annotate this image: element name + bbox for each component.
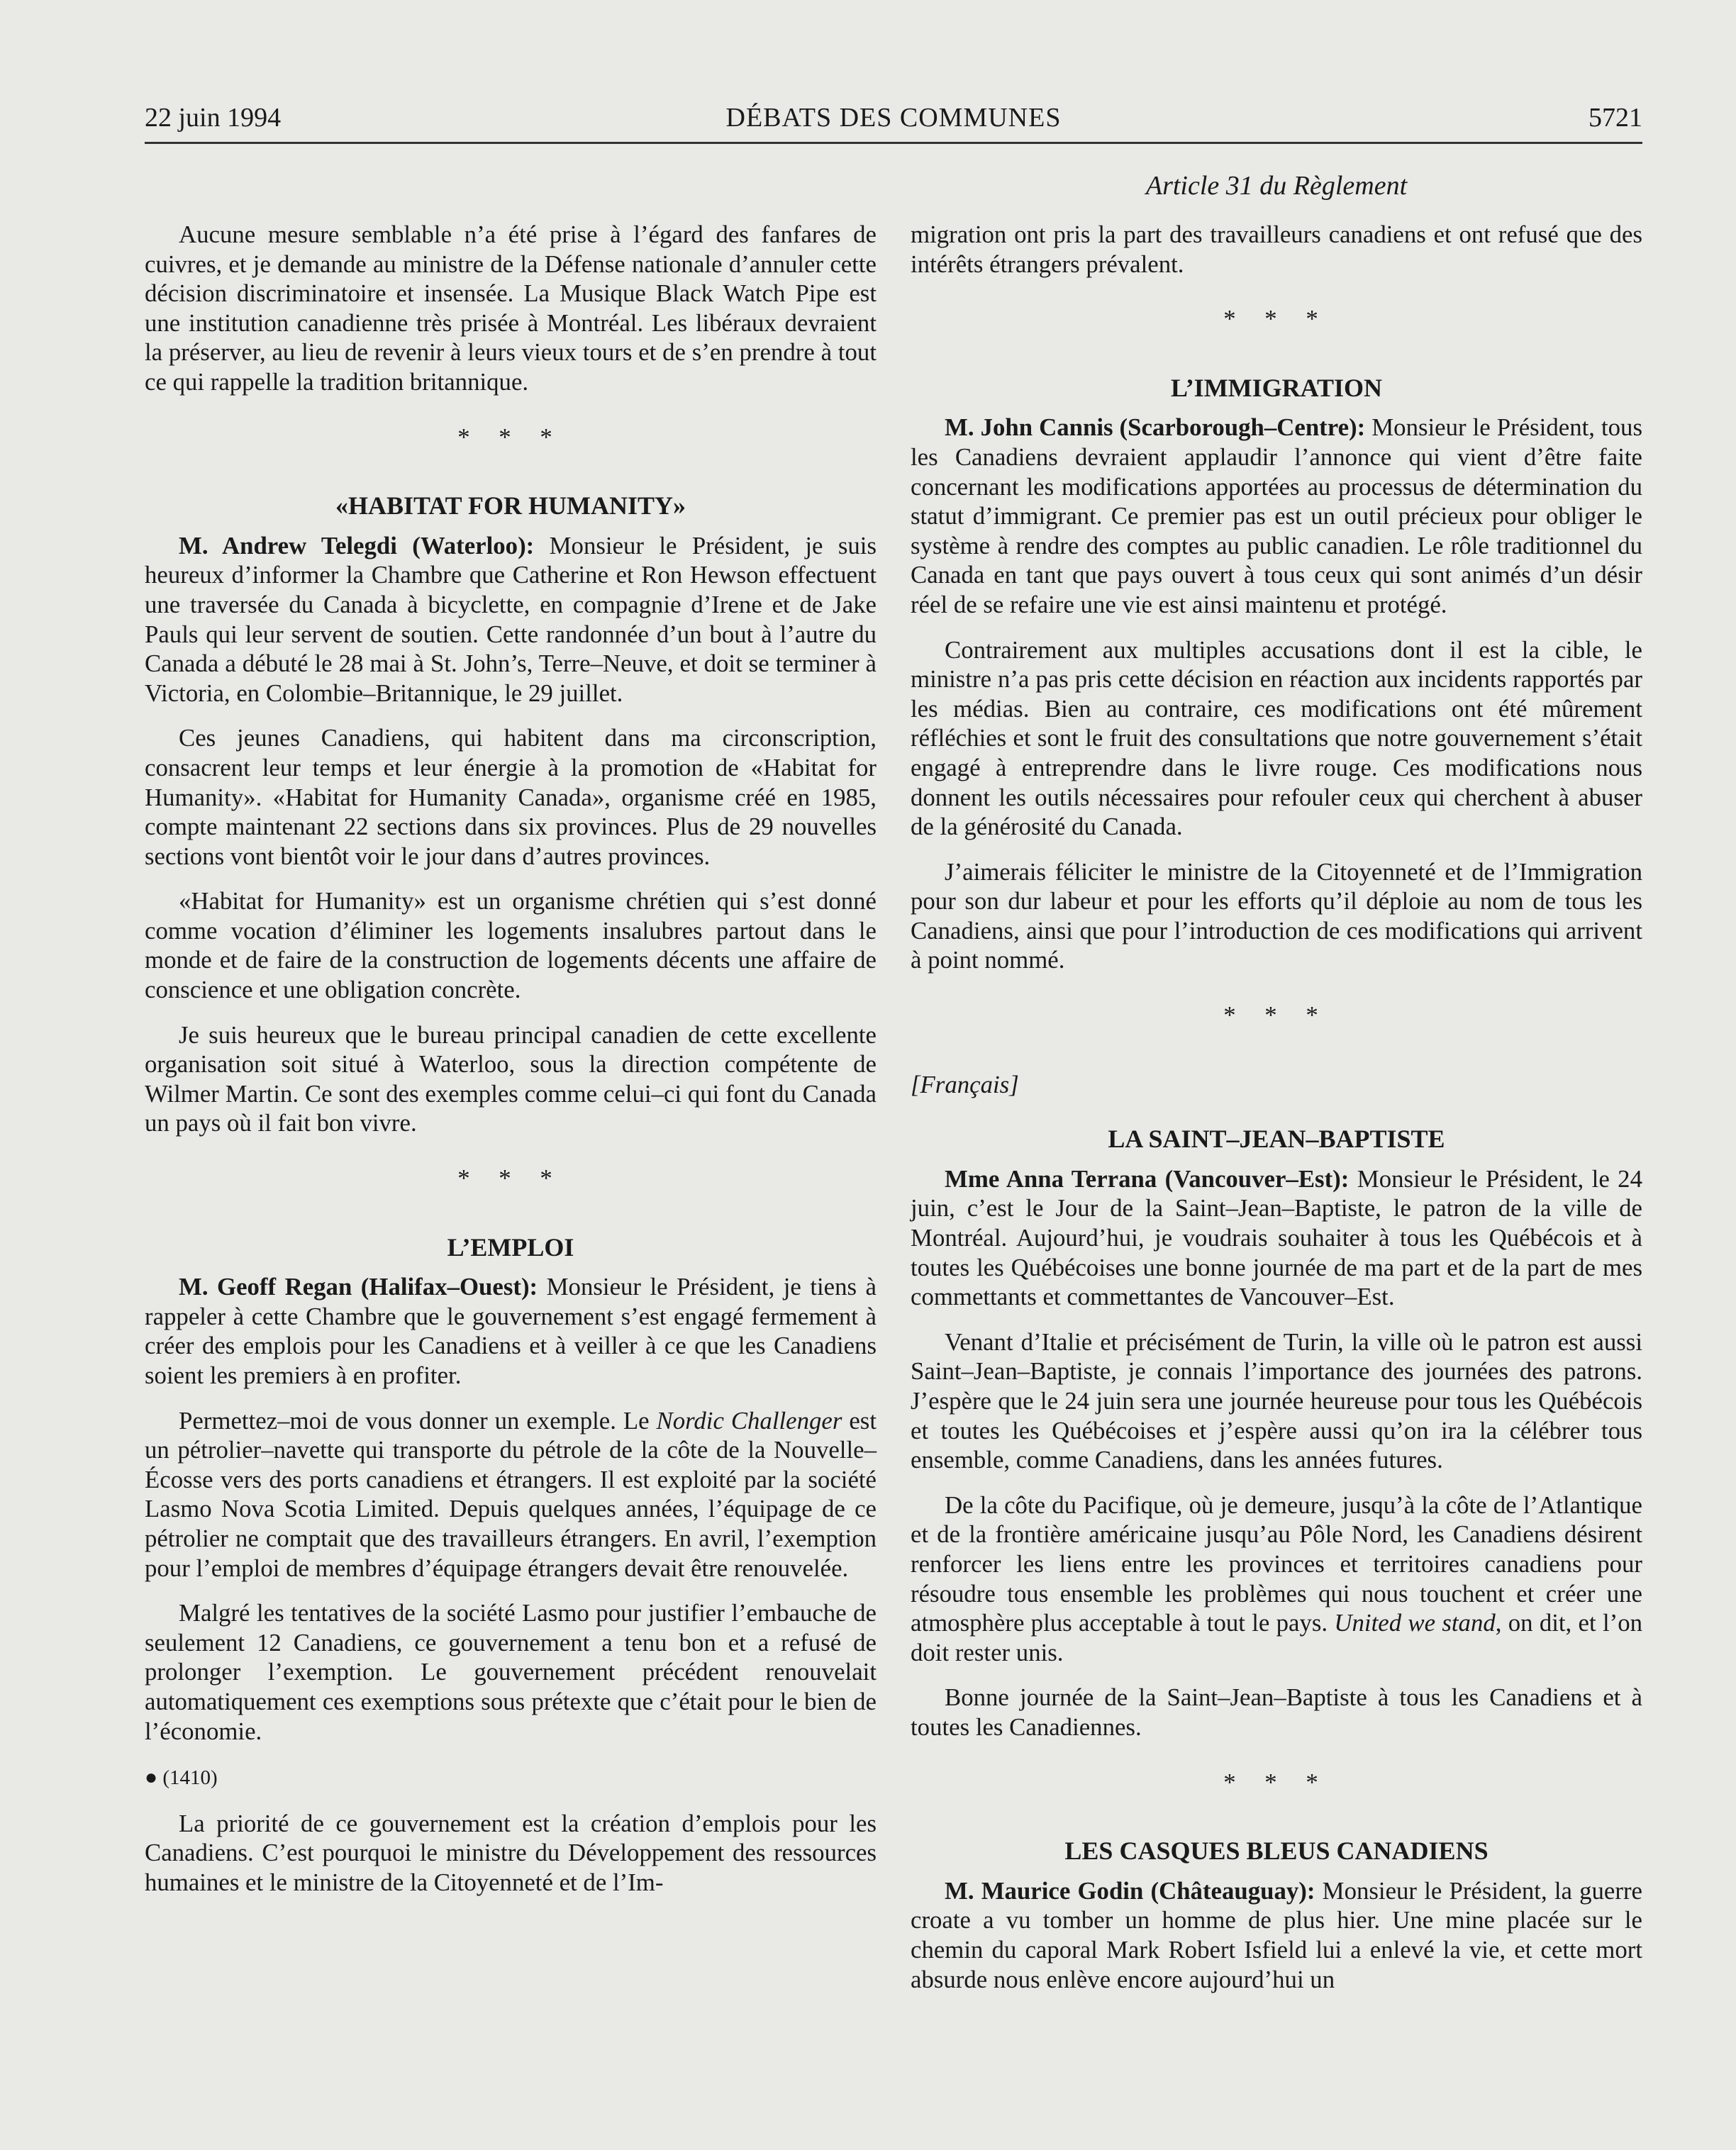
right-column	[911, 220, 1642, 2010]
section-heading-habitat: «HABITAT FOR HUMANITY»	[335, 491, 686, 520]
language-marker: [Français]	[911, 1070, 1019, 1098]
speaker-name: M. Maurice Godin (Châteauguay):	[945, 1876, 1315, 1905]
paragraph: Bonne journée de la Saint–Jean–Baptiste à tous les Canadiens et à toutes les Canadiennes.	[911, 1683, 1642, 1741]
paragraph: La priorité de ce gouvernement est la création d’emplois pour les Canadiens. C’est pourquoi le ministre du Développement des ressources humaines et le ministre de la Citoyenneté et de l’Im-	[145, 1809, 877, 1896]
paragraph: Je suis heureux que le bureau principal canadien de cette excellente organisation soit situé à Waterloo, sous la direction compétente de Wilmer Martin. Ce sont des exemples comme celui–ci qui font du Canada un pays où il fait bon vivre.	[145, 1020, 877, 1137]
standing-order-note: Article 31 du Règlement	[1145, 171, 1408, 201]
ship-name: Nordic Challenger	[656, 1406, 842, 1435]
page-number: 5721	[1588, 103, 1642, 133]
paragraph: Venant d’Italie et précisément de Turin, la ville où le patron est aussi Saint–Jean–Baptiste, je connais l’importance des journées des patrons. J’espère que le 24 juin sera une journée heureuse pour tous les Québécois et toutes les Québécoises et j’espère aussi qu’on ira la célébrer tous ensemble, comme Canadiens, dans les années futures.	[911, 1327, 1642, 1474]
speaker-name: Mme Anna Terrana (Vancouver–Est):	[945, 1164, 1350, 1193]
section-separator: * * *	[457, 423, 564, 451]
paragraph: Ces jeunes Canadiens, qui habitent dans ma circonscription, consacrent leur temps et leur énergie à la promotion de «Habitat for Humanity». «Habitat for Humanity Canada», organisme créé en 1985, compte maintenant 22 sections dans six provinces. Plus de 29 nouvelles sections vont bientôt voir le jour dans d’autres provinces.	[145, 724, 877, 870]
paragraph: «Habitat for Humanity» est un organisme chrétien qui s’est donné comme vocation d’éliminer les logements insalubres partout dans le monde et de faire de la construction de logements décents une affaire de conscience et une obligation concrète.	[145, 887, 877, 1004]
paragraph: Malgré les tentatives de la société Lasmo pour justifier l’embauche de seulement 12 Canadiens, ce gouvernement a tenu bon et a refusé de prolonger l’exemption. Le gouvernement précédent renouvelait automatiquement ces exemptions sous prétexte que c’était pour le bien de l’économie.	[145, 1599, 877, 1745]
section-separator: * * *	[1223, 305, 1330, 333]
speaker-name: M. Geoff Regan (Halifax–Ouest):	[179, 1273, 538, 1301]
section-heading-stjean: LA SAINT–JEAN–BAPTISTE	[1108, 1125, 1445, 1154]
section-separator: * * *	[1223, 1768, 1330, 1796]
running-head	[145, 99, 1642, 144]
paragraph: Aucune mesure semblable n’a été prise à l’égard des fanfares de cuivres, et je demande au ministre de la Défense nationale d’annuler cette décision discriminatoire et insensée. La Musique Black Watch Pipe est une institution canadienne très prisée à Montréal. Les libéraux devraient la préserver, au lieu de revenir à leurs vieux tours et de s’en prendre à tout ce qui rappelle la tradition britannique.	[145, 221, 877, 396]
header-title: DÉBATS DES COMMUNES	[725, 103, 1062, 133]
timestamp: ● (1410)	[145, 1766, 218, 1790]
header-date: 22 juin 1994	[145, 103, 282, 133]
section-separator: * * *	[1223, 1001, 1330, 1030]
paragraph: M. Maurice Godin (Châteauguay): Monsieur le Président, la guerre croate a vu tomber un homme de plus hier. Une mine placée sur le chemin du caporal Mark Robert Isfield lui a enlevé la vie, et cette mort absurde nous enlève encore aujourd’hui un	[911, 1876, 1642, 1993]
paragraph: Mme Anna Terrana (Vancouver–Est): Monsieur le Président, le 24 juin, c’est le Jour de la Saint–Jean–Baptiste, le patron de la ville de Montréal. Aujourd’hui, je voudrais souhaiter à tous les Québécois et à toutes les Québécoises une bonne journée de ma part et de la part de mes commettants et commettantes de Vancouver–Est.	[911, 1164, 1642, 1311]
paragraph: Contrairement aux multiples accusations dont il est la cible, le ministre n’a pas pris cette décision en réaction aux incidents rapportés par les médias. Bien au contraire, ces modifications ont été mûrement réfléchies et sont le fruit des consultations que notre gouvernement s’était engagé à entreprendre dans le livre rouge. Ces modifications nous donnent les outils nécessaires pour refouler ceux qui cherchent à abuser de la générosité du Canada.	[911, 635, 1642, 841]
bullet-icon: ●	[145, 1766, 158, 1790]
paragraph: M. Geoff Regan (Halifax–Ouest): Monsieur le Président, je tiens à rappeler à cette Chambre que le gouvernement s’est engagé fermement à créer des emplois pour les Canadiens et à veiller à ce que les Canadiens soient les premiers à en profiter.	[145, 1273, 877, 1389]
section-heading-emploi: L’EMPLOI	[447, 1232, 574, 1261]
paragraph: Permettez–moi de vous donner un exemple. Le Nordic Challenger est un pétrolier–navette qui transporte du pétrole de la côte de la Nouvelle–Écosse vers des ports canadiens et étrangers. Il est exploité par la société Lasmo Nova Scotia Limited. Depuis quelques années, l’équipage de ce pétrolier ne comptait que des travailleurs étrangers. En avril, l’exemption pour l’emploi de membres d’équipage étrangers devait être renouvelée.	[145, 1406, 877, 1582]
paragraph: J’aimerais féliciter le ministre de la Citoyenneté et de l’Immigration pour son dur labeur et pour les efforts qu’il déploie au nom de tous les Canadiens, ainsi que pour l’introduction de ces modifications qui arrivent à point nommé.	[911, 857, 1642, 974]
paragraph: migration ont pris la part des travailleurs canadiens et ont refusé que des intérêts étrangers prévalent.	[911, 221, 1642, 278]
paragraph: M. John Cannis (Scarborough–Centre): Monsieur le Président, tous les Canadiens devraient applaudir l’annonce qui vient d’être faite concernant les modifications apportées au processus de détermination du statut d’immigrant. Ce premier pas est un outil précieux pour obliger le système à rendre des comptes au public canadien. Le rôle traditionnel du Canada en tant que pays ouvert à tous ceux qui sont animés d’un désir réel de se refaire une vie est ainsi maintenu et protégé.	[911, 413, 1642, 618]
paragraph: M. Andrew Telegdi (Waterloo): Monsieur le Président, je suis heureux d’informer la Chambre que Catherine et Ron Hewson effectuent une traversée du Canada à bicyclette, en compagnie d’Irene et de Jake Pauls qui leur servent de soutien. Cette randonnée d’un bout à l’autre du Canada a débuté le 28 mai à St. John’s, Terre–Neuve, et doit se terminer à Victoria, en Colombie–Britannique, le 29 juillet.	[145, 531, 877, 707]
left-column	[145, 220, 877, 1913]
speaker-name: M. Andrew Telegdi (Waterloo):	[179, 531, 535, 559]
quote: United we stand	[1334, 1609, 1496, 1637]
section-separator: * * *	[457, 1164, 564, 1193]
section-heading-immigration: L’IMMIGRATION	[1170, 373, 1383, 402]
section-heading-casques: LES CASQUES BLEUS CANADIENS	[1064, 1837, 1489, 1866]
speaker-name: M. John Cannis (Scarborough–Centre):	[945, 413, 1366, 442]
paragraph: De la côte du Pacifique, où je demeure, jusqu’à la côte de l’Atlantique et de la frontière américaine jusqu’au Pôle Nord, les Canadiens désirent renforcer les liens entre les provinces et territoires canadiens pour résoudre tous ensemble les problèmes qui nous touchent et créer une atmosphère plus acceptable à tout le pays. United we stand, on dit, et l’on doit rester unis.	[911, 1491, 1643, 1666]
